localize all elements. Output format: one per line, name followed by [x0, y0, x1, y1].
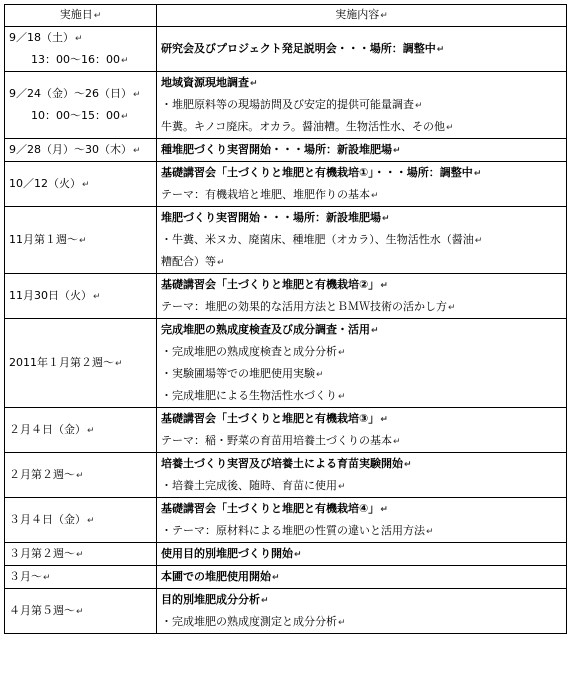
paragraph-mark: ↵: [79, 236, 87, 246]
paragraph-mark: ↵: [380, 415, 388, 425]
content-text: ・実験圃場等での堆肥使用実験: [161, 367, 315, 380]
paragraph-mark: ↵: [436, 45, 445, 55]
content-heading: [161, 274, 562, 296]
date-line: [9, 83, 152, 105]
schedule-row: [5, 408, 567, 453]
content-line: [161, 94, 562, 116]
date-text: ３月～: [9, 570, 42, 583]
content-text: テーマ：稲・野菜の育苗用培養土づくりの基本: [161, 434, 392, 447]
content-text: 堆肥づくり実習開始・・・場所：新設堆肥場: [161, 211, 381, 224]
header-row: [5, 5, 567, 27]
date-cell: [5, 319, 157, 408]
content-heading: [161, 162, 562, 184]
date-line: [9, 229, 152, 251]
date-cell: [5, 72, 157, 139]
header-date: 実施日↵: [5, 5, 157, 27]
content-line: [161, 363, 562, 385]
content-heading: [161, 453, 562, 475]
content-line: [161, 251, 562, 273]
paragraph-mark: ↵: [133, 90, 141, 100]
content-text: 基礎講習会「土づくりと堆肥と有機栽培①」・・・場所：調整中: [161, 166, 473, 179]
date-line: [9, 566, 152, 588]
schedule-row: [5, 274, 567, 319]
content-line: [161, 341, 562, 363]
content-cell: [157, 139, 567, 162]
paragraph-mark: ↵: [121, 56, 129, 66]
date-cell: [5, 207, 157, 274]
paragraph-mark: ↵: [294, 550, 302, 560]
content-text: ・完成堆肥の熟成度検査と成分分析: [161, 345, 337, 358]
paragraph-mark: ↵: [404, 460, 412, 470]
date-text: 10：00～15：00: [31, 109, 120, 122]
date-line: [9, 285, 152, 307]
content-line: [161, 229, 562, 251]
content-line: [161, 296, 562, 318]
schedule-table: [4, 4, 567, 634]
schedule-body: [5, 27, 567, 634]
content-heading: [161, 139, 562, 161]
content-heading: [161, 72, 562, 94]
schedule-row: [5, 319, 567, 408]
content-text: 基礎講習会「土づくりと堆肥と有機栽培④」: [161, 502, 380, 515]
paragraph-mark: ↵: [426, 527, 434, 537]
paragraph-mark: ↵: [448, 303, 456, 313]
paragraph-mark: ↵: [473, 169, 482, 179]
content-text: テーマ：堆肥の効果的な活用方法とＢＭＷ技術の活かし方: [161, 300, 447, 313]
content-cell: [157, 27, 567, 72]
paragraph-mark: ↵: [250, 79, 258, 89]
date-line: [9, 105, 152, 127]
paragraph-mark: ↵: [121, 112, 129, 122]
date-text: ３月第２週～: [9, 547, 75, 560]
paragraph-mark: ↵: [115, 359, 123, 369]
date-cell: [5, 453, 157, 498]
paragraph-mark: ↵: [338, 348, 346, 358]
content-text: ・培養土完成後、随時、育苗に使用: [161, 479, 337, 492]
paragraph-mark: ↵: [87, 426, 95, 436]
content-cell: [157, 72, 567, 139]
content-line: [161, 430, 562, 452]
content-text: 基礎講習会「土づくりと堆肥と有機栽培②」: [161, 278, 380, 291]
date-text: ４月第５週～: [9, 604, 75, 617]
content-line: [161, 520, 562, 542]
date-text: 9／28（月）～30（木）: [9, 143, 132, 156]
header-content: 実施内容↵: [157, 5, 567, 27]
content-cell: [157, 566, 567, 589]
content-line: [161, 475, 562, 497]
paragraph-mark: ↵: [75, 34, 83, 44]
content-heading: [161, 207, 562, 229]
content-text: 基礎講習会「土づくりと堆肥と有機栽培③」: [161, 412, 380, 425]
schedule-row: [5, 72, 567, 139]
content-line: [161, 116, 562, 138]
date-text: 10／12（火）: [9, 177, 81, 190]
date-text: 9／18（土）: [9, 31, 74, 44]
content-text: 本圃での堆肥使用開始: [161, 570, 271, 583]
paragraph-mark: ↵: [380, 281, 388, 291]
date-cell: [5, 139, 157, 162]
schedule-row: [5, 453, 567, 498]
paragraph-mark: ↵: [371, 191, 379, 201]
date-text: ３月４日（金）: [9, 513, 86, 526]
paragraph-mark: ↵: [82, 180, 90, 190]
date-text: ２月４日（金）: [9, 423, 86, 436]
paragraph-mark: ↵: [446, 123, 454, 133]
paragraph-mark: ↵: [316, 370, 324, 380]
date-cell: [5, 162, 157, 207]
date-text: 2011年１月第２週～: [9, 356, 114, 369]
content-text: 使用目的別堆肥づくり開始: [161, 547, 293, 560]
paragraph-mark: ↵: [76, 550, 84, 560]
date-text: 13：00～16：00: [31, 53, 120, 66]
date-cell: [5, 408, 157, 453]
paragraph-mark: ↵: [474, 236, 483, 246]
content-heading: [161, 498, 562, 520]
content-heading: [161, 38, 562, 60]
paragraph-mark: ↵: [393, 146, 401, 156]
content-cell: [157, 274, 567, 319]
date-line: [9, 139, 152, 161]
schedule-row: [5, 207, 567, 274]
paragraph-mark: ↵: [261, 596, 269, 606]
date-cell: [5, 274, 157, 319]
date-cell: [5, 543, 157, 566]
schedule-row: [5, 162, 567, 207]
content-text: 培養土づくり実習及び培養土による育苗実験開始: [161, 457, 403, 470]
date-line: [9, 419, 152, 441]
date-line: [9, 27, 152, 49]
schedule-row: [5, 566, 567, 589]
date-line: [9, 464, 152, 486]
paragraph-mark: ↵: [382, 214, 390, 224]
schedule-row: [5, 139, 567, 162]
schedule-document: [4, 4, 566, 682]
schedule-row: [5, 498, 567, 543]
content-text: 糟配合）等: [161, 255, 216, 268]
paragraph-mark: ↵: [93, 292, 101, 302]
content-text: 牛糞。キノコ廃床。オカラ。醤油糟。生物活性水、その他: [161, 120, 446, 133]
paragraph-mark: ↵: [76, 607, 84, 617]
date-line: [9, 600, 152, 622]
date-line: [9, 173, 152, 195]
content-text: 完成堆肥の熟成度検査及び成分調査・活用: [161, 323, 370, 336]
content-text: ・牛糞、米ヌカ、廃菌床、種堆肥（オカラ）、生物活性水（醤油: [161, 233, 474, 246]
paragraph-mark: ↵: [338, 482, 346, 492]
paragraph-mark: ↵: [76, 471, 84, 481]
content-text: 種堆肥づくり実習開始・・・場所：新設堆肥場: [161, 143, 392, 156]
content-text: 地域資源現地調査: [161, 76, 249, 89]
content-cell: [157, 589, 567, 634]
schedule-row: [5, 543, 567, 566]
content-line: [161, 385, 562, 407]
content-heading: [161, 566, 562, 588]
paragraph-mark: ↵: [272, 573, 280, 583]
content-text: 目的別堆肥成分分析: [161, 593, 260, 606]
content-text: 研究会及びプロジェクト発足説明会・・・場所：調整中: [161, 42, 436, 55]
date-cell: [5, 589, 157, 634]
paragraph-mark: ↵: [338, 618, 346, 628]
paragraph-mark: ↵: [87, 516, 95, 526]
content-heading: [161, 319, 562, 341]
content-cell: [157, 408, 567, 453]
paragraph-mark: ↵: [415, 101, 423, 111]
date-line: [9, 49, 152, 71]
content-text: テーマ：有機栽培と堆肥、堆肥作りの基本: [161, 188, 370, 201]
content-cell: [157, 453, 567, 498]
paragraph-mark: ↵: [393, 437, 401, 447]
content-cell: [157, 543, 567, 566]
schedule-row: [5, 27, 567, 72]
date-line: [9, 509, 152, 531]
date-cell: [5, 566, 157, 589]
content-line: [161, 611, 562, 633]
paragraph-mark: ↵: [338, 392, 346, 402]
content-text: ・テーマ：原材料による堆肥の性質の違いと活用方法: [161, 524, 425, 537]
content-cell: [157, 207, 567, 274]
date-text: 11月第１週～: [9, 233, 78, 246]
paragraph-mark: ↵: [217, 258, 225, 268]
schedule-row: [5, 589, 567, 634]
paragraph-mark: ↵: [380, 505, 388, 515]
paragraph-mark: ↵: [133, 146, 141, 156]
paragraph-mark: ↵: [371, 326, 379, 336]
date-cell: [5, 498, 157, 543]
content-text: ・完成堆肥の熟成度測定と成分分析: [161, 615, 337, 628]
paragraph-mark: ↵: [43, 573, 51, 583]
date-line: [9, 543, 152, 565]
content-cell: [157, 319, 567, 408]
content-heading: [161, 589, 562, 611]
content-line: [161, 184, 562, 206]
date-text: 11月30日（火）: [9, 289, 92, 302]
content-heading: [161, 408, 562, 430]
date-text: 9／24（金）～26（日）: [9, 87, 132, 100]
date-line: [9, 352, 152, 374]
date-cell: [5, 27, 157, 72]
content-cell: [157, 162, 567, 207]
content-cell: [157, 498, 567, 543]
content-text: ・堆肥原料等の現場訪問及び安定的提供可能量調査: [161, 98, 414, 111]
content-text: ・完成堆肥による生物活性水づくり: [161, 389, 337, 402]
date-text: ２月第２週～: [9, 468, 75, 481]
content-heading: [161, 543, 562, 565]
